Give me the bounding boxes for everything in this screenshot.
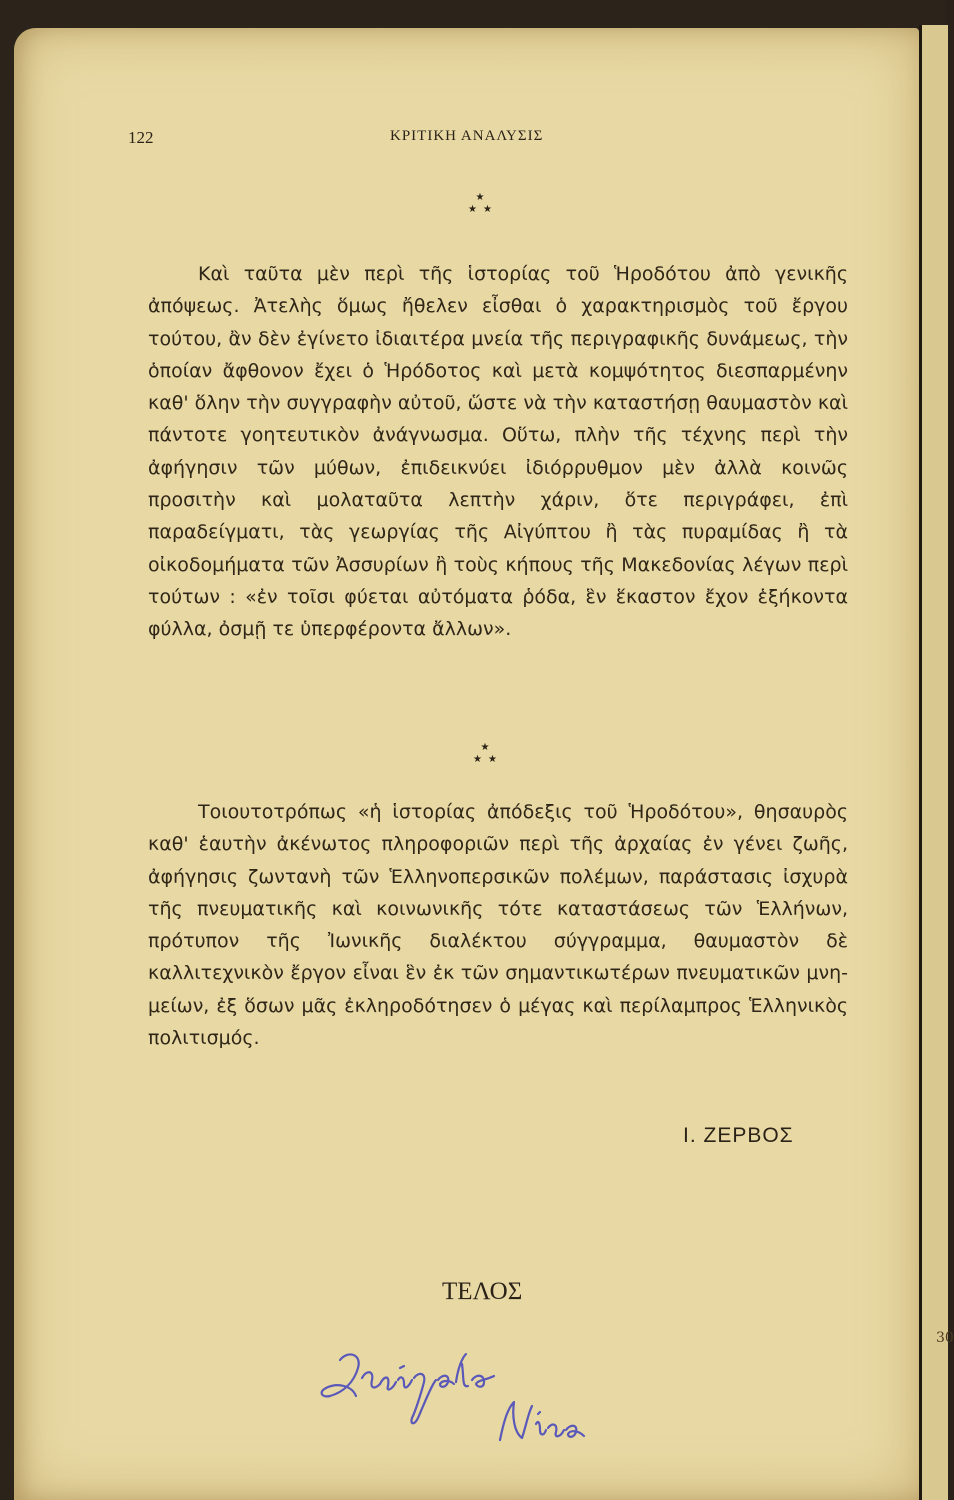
- page-header: [0, 128, 945, 152]
- asterism-divider: ★ ★★: [473, 742, 503, 765]
- paragraph-1: Καὶ ταῦτα μὲν περὶ τῆς ἱστορίας τοῦ Ἡροδότου ἀπὸ γενικῆς ἀπόψεως. Ἀτελὴς ὅμως ἤθελεν εἶσθαι ὁ χαρακτηρισμὸς τοῦ ἔργου τούτου, ἂν δὲν ἐγίνετο ἰδιαιτέρα μνεία τῆς περιγραφικῆς δυνάμεως, τὴν ὁποίαν ἄφθονον ἔχει ὁ Ἡρόδοτος καὶ μετὰ κομψότητος διεσπαρμένην καθ' ὅλην τὴν συγγραφὴν αὐτοῦ, ὥστε νὰ τὴν καταστήσῃ θαυμαστὸν καὶ πάντοτε γοητευτικὸν ἀνάγνωσμα. Οὕτω, πλὴν τῆς τέχνης περὶ τὴν ἀφήγησιν τῶν μύθων, ἐπιδεικνύει ἰδιόρρυθμον μὲν ἀλλὰ κοινῶς προσιτὴν καὶ μολαταῦτα λεπτὴν χάριν, ὅτε περιγράφει, ἐπὶ παραδείγματι, τὰς γεωργίας τῆς Αἰγύπτου ἢ τὰς πυραμίδας ἢ τὰ οἰκοδομήματα τῶν Ἀσσυρίων ἢ τοὺς κήπους τῆς Μακεδονίας λέγων περὶ τούτων : «ἐν τοῖσι φύεται αὐτόματα ῥόδα, ἓν ἕκαστον ἔχον ἑξήκοντα φύλλα, ὀσμῇ τε ὑπερφέροντα ἄλλων».: [148, 263, 848, 641]
- page-number: 122: [128, 128, 154, 147]
- adjacent-page-edge: [919, 25, 948, 1500]
- author-signature: Ι. ΖΕΡΒΟΣ: [683, 1124, 794, 1147]
- running-title: ΚΡΙΤΙΚΗ ΑΝΑΛΥΣΙΣ: [390, 128, 544, 144]
- paragraph-2: Τοιουτοτρόπως «ἡ ἱστορίας ἀπόδεξις τοῦ Ἡροδότου», θησαυρὸς καθ' ἑαυτὴν ἀκένωτος πληροφοριῶν περὶ τῆς ἀρχαίας ἐν γένει ζωῆς, ἀφήγησις ζωντανὴ τῶν Ἑλληνοπερσικῶν πολέμων, παράστασις ἰσχυρὰ τῆς πνευματικῆς καὶ κοινωνικῆς τότε καταστάσεως τῶν Ἑλλήνων, πρότυπον τῆς Ἰωνικῆς διαλέκτου σύγγραμμα, θαυμαστὸν δὲ καλλιτεχνικὸν ἔργον εἶναι ἓν ἐκ τῶν σημαντικωτέρων πνευματικῶν μνημείων, ἐξ ὅσων μᾶς ἐκληροδότησεν ὁ μέγας καὶ περίλαμπρος Ἑλληνικὸς πολιτισμός.: [148, 801, 848, 1050]
- handwritten-signature: [300, 1340, 620, 1460]
- asterism-divider: ★ ★★: [468, 192, 498, 215]
- signature-icon: [300, 1340, 620, 1460]
- end-word: ΤΕΛΟΣ: [442, 1278, 523, 1305]
- adjacent-page-number: 30: [936, 1330, 954, 1346]
